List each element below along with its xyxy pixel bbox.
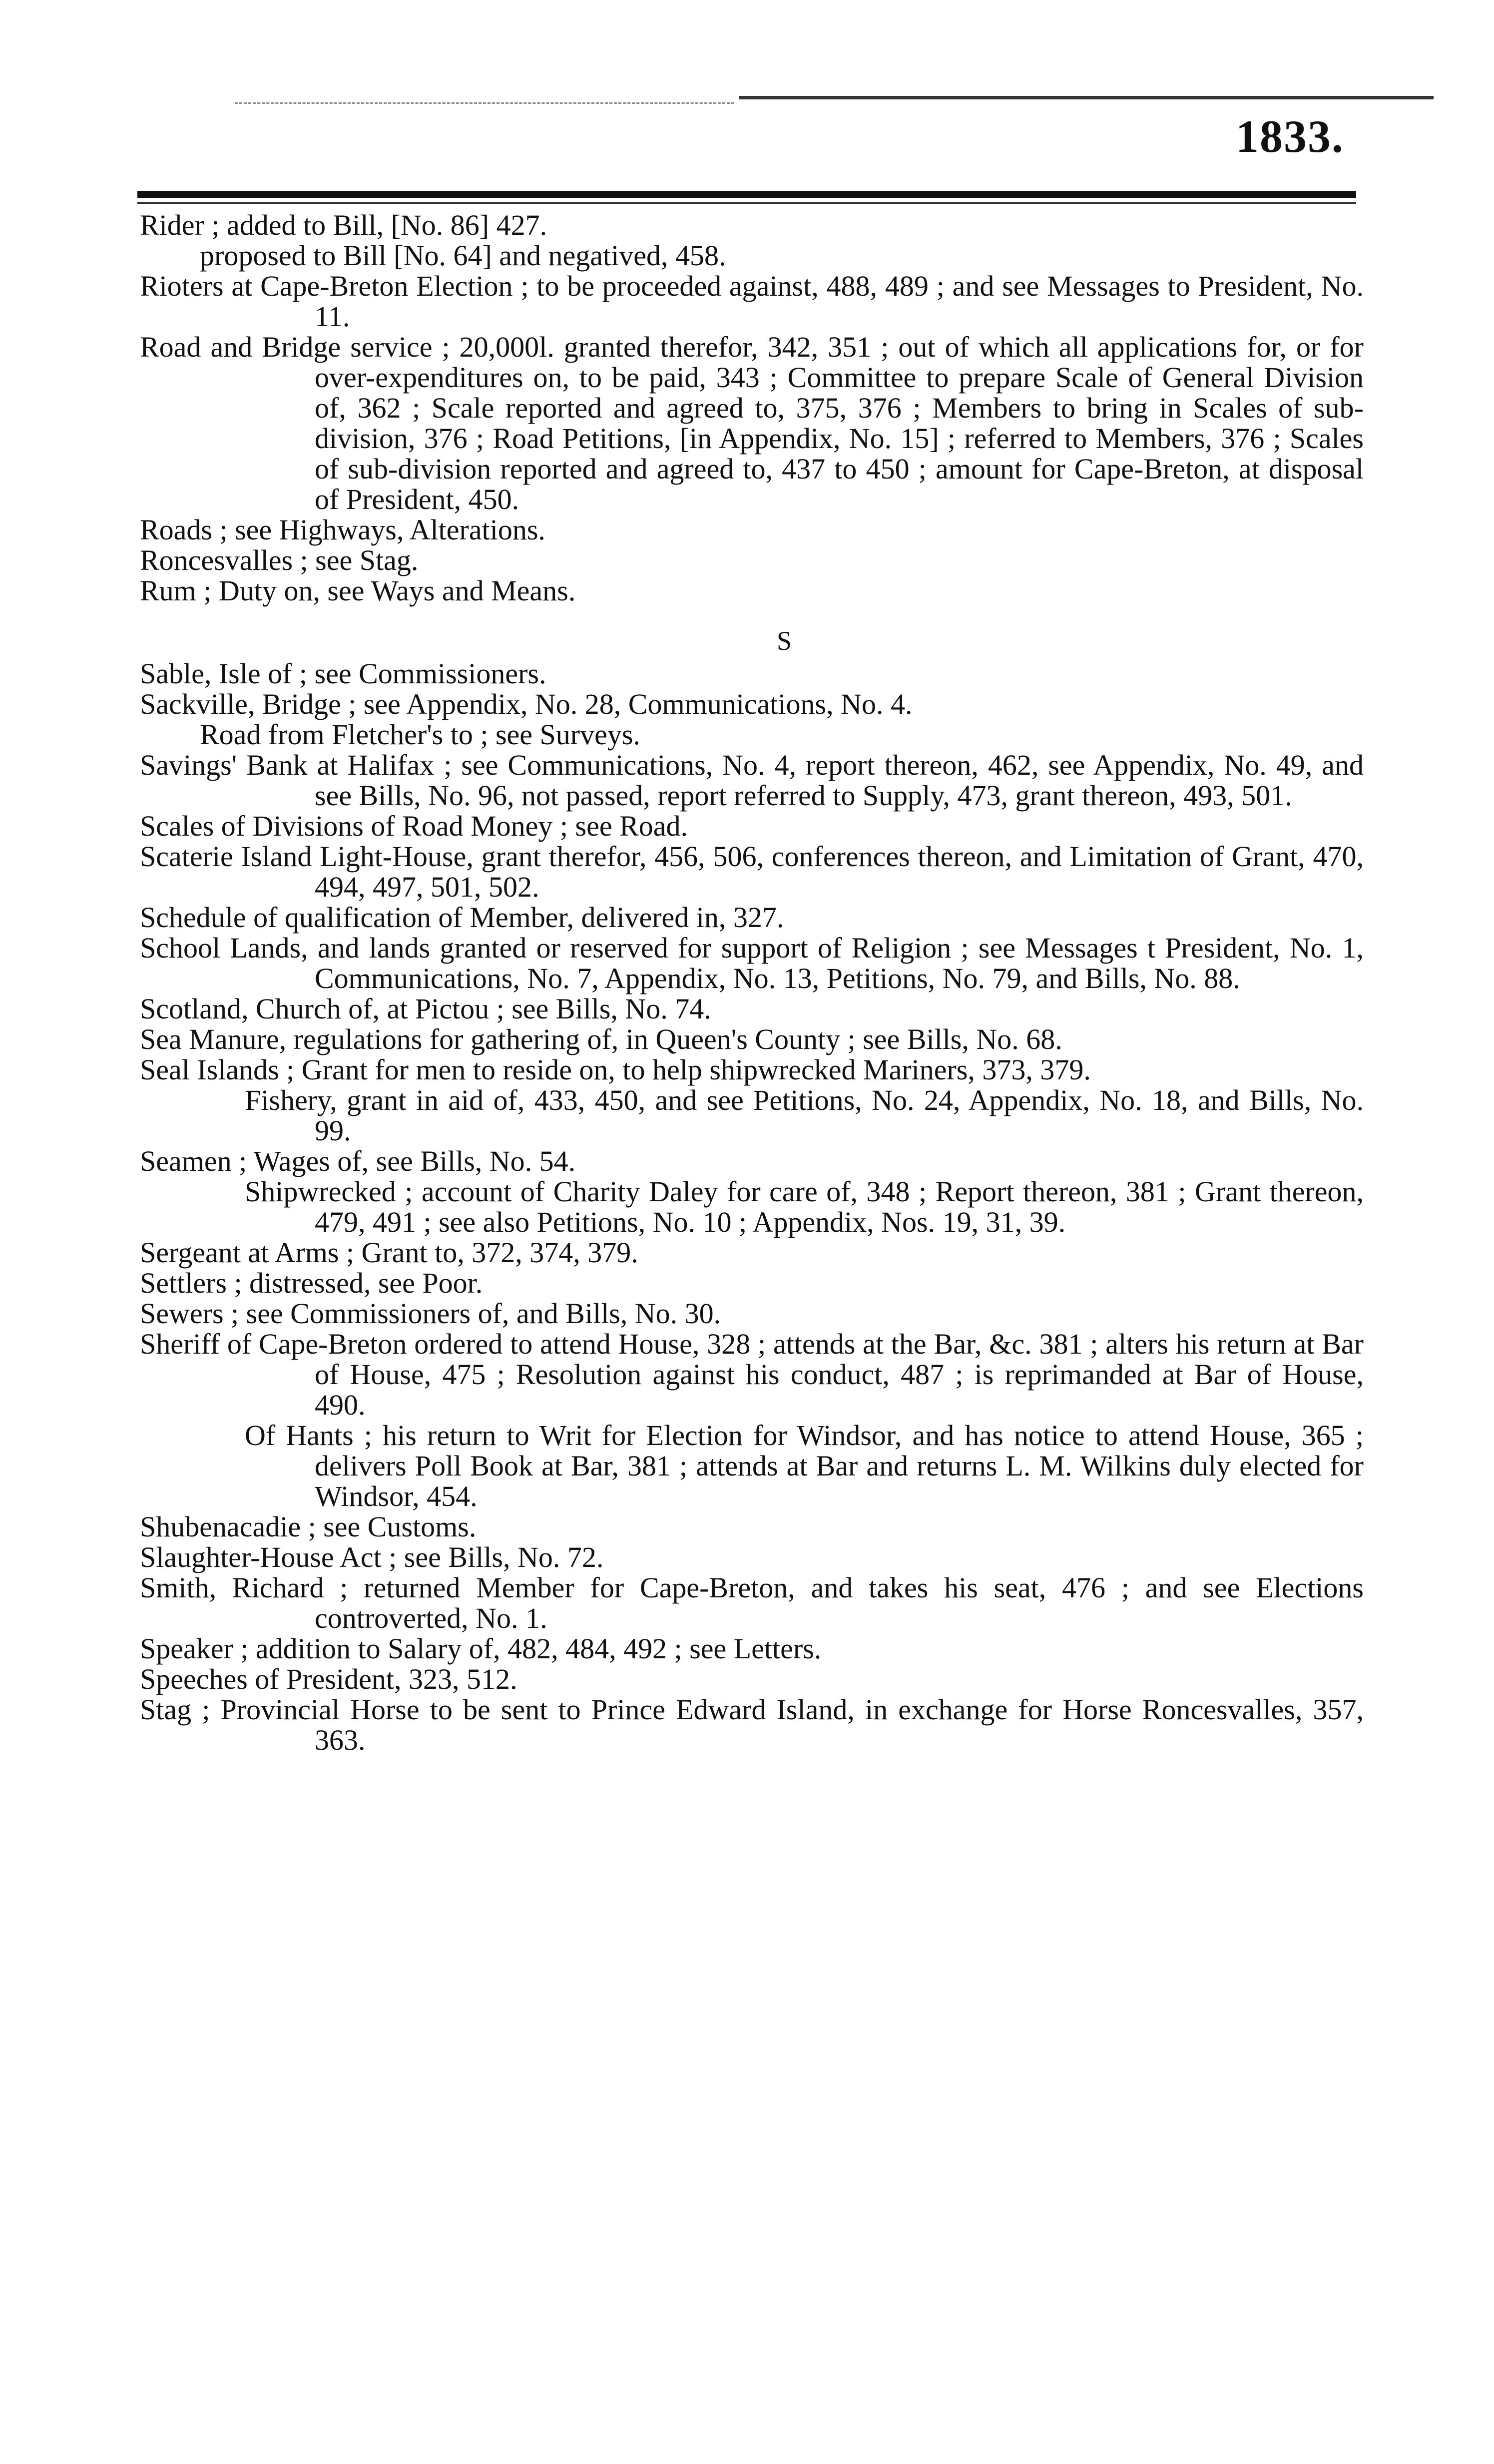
index-subentry: Road from Fletcher's to ; see Surveys. [200,718,640,751]
index-subentry: Fishery, grant in aid of, 433, 450, and see Petitions, No. 24, Appendix, No. 18, and Bills, No. 99. [245,1084,1364,1147]
header-rule-thin [137,202,1356,204]
index-subentry: Of Hants ; his return to Writ for Election for Windsor, and has notice to attend House, 365 ; delivers Poll Book at Bar, 381 ; attends at Bar and returns L. M. Wilkins duly elected for Windsor, 454. [245,1419,1364,1512]
index-entry: Savings' Bank at Halifax ; see Communications, No. 4, report thereon, 462, see Appendix, No. 49, and see Bills, No. 96, not passed, report referred to Supply, 473, grant thereon, 493, 501. [140,749,1364,812]
index-entry: Sheriff of Cape-Breton ordered to attend House, 328 ; attends at the Bar, &c. 381 ; alters his return at Bar of House, 475 ; Resolution against his conduct, 487 ; is reprimanded at Bar of House, 490. [140,1328,1364,1421]
index-entry: Sea Manure, regulations for gathering of, in Queen's County ; see Bills, No. 68. [140,1023,1062,1055]
index-entry: Roncesvalles ; see Stag. [140,544,419,576]
index-entry: Smith, Richard ; returned Member for Cape-Breton, and takes his seat, 476 ; and see Elections controverted, No. 1. [140,1571,1364,1634]
index-entry: Seamen ; Wages of, see Bills, No. 54. [140,1145,576,1177]
index-entry: School Lands, and lands granted or reserved for support of Religion ; see Messages t President, No. 1, Communications, No. 7, Appendix, No. 13, Petitions, No. 79, and Bills, No. 88. [140,932,1364,994]
index-content [140,210,1364,1755]
index-entry: Slaughter-House Act ; see Bills, No. 72. [140,1541,604,1573]
index-entry: Speaker ; addition to Salary of, 482, 484, 492 ; see Letters. [140,1632,822,1665]
index-entry: Sergeant at Arms ; Grant to, 372, 374, 379. [140,1236,638,1269]
index-entry: Roads ; see Highways, Alterations. [140,513,545,546]
index-entry: Scales of Divisions of Road Money ; see Road. [140,810,688,842]
index-entry: Stag ; Provincial Horse to be sent to Prince Edward Island, in exchange for Horse Roncesvalles, 357, 363. [140,1693,1364,1756]
index-entry: Scaterie Island Light-House, grant therefor, 456, 506, conferences thereon, and Limitation of Grant, 470, 494, 497, 501, 502. [140,840,1364,903]
index-entry: Shubenacadie ; see Customs. [140,1510,477,1543]
index-entry: Sackville, Bridge ; see Appendix, No. 28, Communications, No. 4. [140,688,913,720]
top-border-line [739,96,1434,99]
index-entry: Seal Islands ; Grant for men to reside on, to help shipwrecked Mariners, 373, 379. [140,1053,1091,1086]
index-entry: Scotland, Church of, at Pictou ; see Bills, No. 74. [140,992,711,1025]
index-entry: Road and Bridge service ; 20,000l. granted therefor, 342, 351 ; out of which all applications for, or for over-expenditures on, to be paid, 343 ; Committee to prepare Scale of General Division of, 362 ; Scale reported and agreed to, 375, 376 ; Members to bring in Scales of sub-division, 376 ; Road Petitions, [in Appendix, No. 15] ; referred to Members, 376 ; Scales of sub-division reported and agreed to, 437 to 450 ; amount for Cape-Breton, at disposal of President, 450. [140,331,1364,515]
section-letter: S [776,626,792,656]
index-entry: Rioters at Cape-Breton Election ; to be proceeded against, 488, 489 ; and see Messages to President, No. 11. [140,270,1364,333]
index-subentry: Shipwrecked ; account of Charity Daley for care of, 348 ; Report thereon, 381 ; Grant thereon, 479, 491 ; see also Petitions, No. 10 ; Appendix, Nos. 19, 31, 39. [245,1175,1364,1238]
page-year: 1833. [1236,111,1344,162]
index-subentry: proposed to Bill [No. 64] and negatived, 458. [200,239,726,272]
index-entry: Schedule of qualification of Member, delivered in, 327. [140,901,784,934]
index-entry: Sewers ; see Commissioners of, and Bills, No. 30. [140,1297,721,1330]
index-entry: Speeches of President, 323, 512. [140,1663,517,1695]
top-faded-line [235,102,734,105]
header-rule-thick [137,191,1356,198]
index-entry: Sable, Isle of ; see Commissioners. [140,657,546,690]
index-entry: Rider ; added to Bill, [No. 86] 427. [140,209,547,241]
index-entry: Rum ; Duty on, see Ways and Means. [140,574,576,607]
index-entry: Settlers ; distressed, see Poor. [140,1267,483,1299]
